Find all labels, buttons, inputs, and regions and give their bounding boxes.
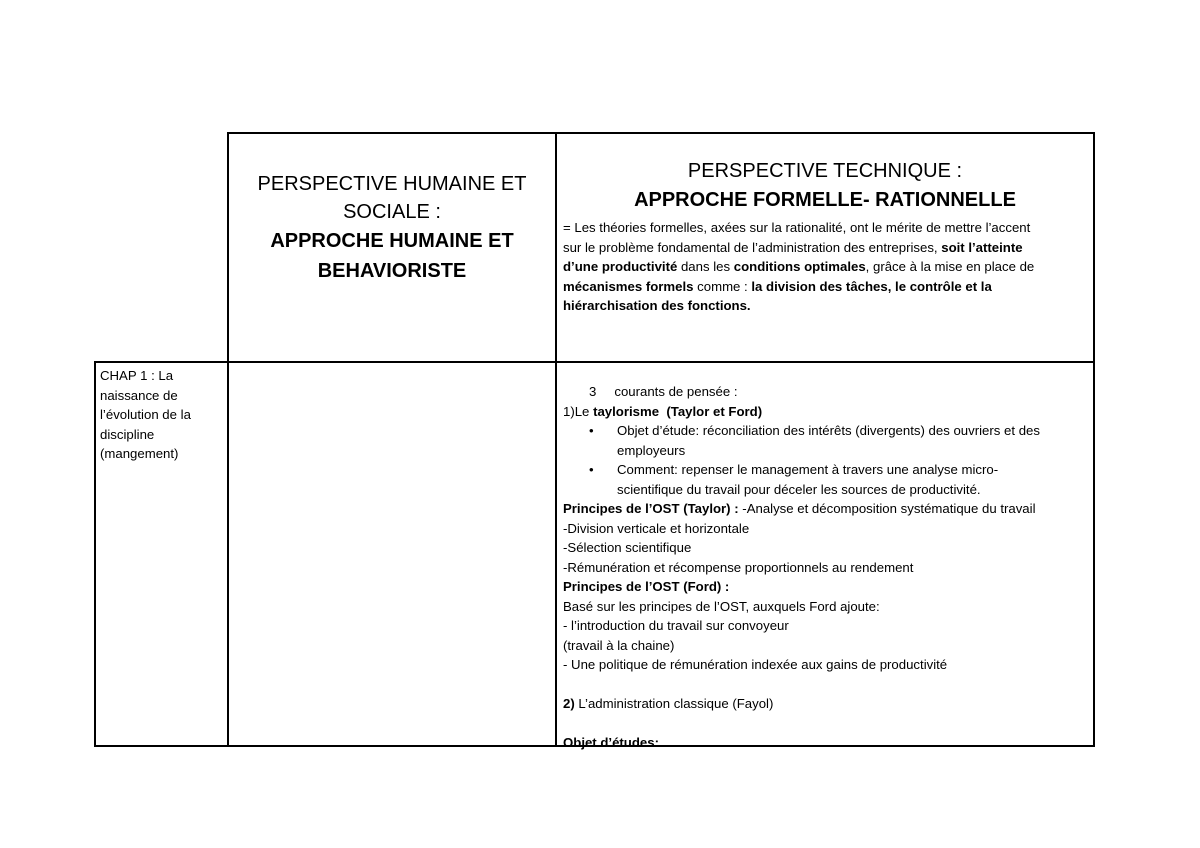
- desc-line-2: [563, 238, 1093, 258]
- principle-1: -Division verticale et horizontale: [563, 520, 750, 536]
- ost-taylor-rest: -Analyse et décomposition systématique du travail: [742, 501, 1036, 516]
- admin-classique-heading: [563, 694, 1091, 714]
- desc-line-3-bold-a: d’une productivité: [563, 259, 678, 274]
- desc-line-3-bold-b: conditions optimales: [733, 259, 866, 274]
- header-technical-description: [557, 218, 1093, 316]
- ost-taylor-bold: Principes de l’OST (Taylor) :: [563, 501, 739, 516]
- header-human-bold2: BEHAVIORISTE: [317, 260, 467, 282]
- bullet-dot-icon: •: [589, 462, 594, 477]
- currents-label: courants de pensée :: [614, 384, 738, 399]
- table-border-top: [227, 132, 1095, 134]
- currents-number: 3: [589, 384, 597, 399]
- chapter-line-2: naissance de: [100, 387, 178, 403]
- ford-line-4: - Une politique de rémunération indexée aux gains de productivité: [563, 657, 948, 672]
- header-technical-bold-title: APPROCHE FORMELLE- RATIONNELLE: [634, 189, 1016, 211]
- human-content-cell: [229, 363, 555, 745]
- desc-line-4: [563, 277, 1093, 297]
- taylorism-prefix: 1)Le: [563, 403, 590, 419]
- desc-line-4-mid: comme :: [697, 278, 748, 294]
- chapter-cell: [100, 366, 225, 464]
- table-border-left: [94, 361, 96, 747]
- header-technical-perspective: [557, 156, 1093, 316]
- ost-ford-bold: Principes de l’OST (Ford) :: [563, 579, 730, 594]
- bullet-comment-line2: scientifique du travail pour déceler les sources de productivité.: [617, 481, 981, 497]
- chapter-line-4: discipline: [100, 426, 155, 442]
- header-human-perspective: [229, 170, 555, 286]
- desc-line-5-bold: hiérarchisation des fonctions.: [563, 298, 751, 313]
- bullet-objet-line2: employeurs: [617, 442, 686, 458]
- desc-line-1: = Les théories formelles, axées sur la rationalité, ont le mérite de mettre l’accent: [563, 220, 1031, 235]
- desc-line-4-bold: mécanismes formels: [563, 278, 694, 294]
- chapter-line-3: l’évolution de la: [100, 407, 191, 422]
- desc-line-2-text: sur le problème fondamental de l’administration des entreprises,: [563, 239, 938, 255]
- ford-line-3: (travail à la chaine): [563, 637, 675, 653]
- ford-line-2: - l’introduction du travail sur convoyeur: [563, 618, 789, 633]
- bullet-comment: [563, 460, 1091, 499]
- admin-text: L’administration classique (Fayol): [578, 696, 774, 711]
- bullet-objet: [563, 421, 1091, 460]
- bullet-objet-line1: Objet d’étude: réconciliation des intérêts (divergents) des ouvriers et des: [617, 423, 1040, 438]
- desc-line-4-bold-b: la division des tâches, le contrôle et la: [751, 278, 992, 294]
- header-human-line1: PERSPECTIVE HUMAINE ET: [257, 173, 527, 195]
- desc-line-3: [563, 257, 1093, 277]
- ford-line-1: Basé sur les principes de l’OST, auxquels Ford ajoute:: [563, 598, 880, 614]
- taylorism-heading: [563, 402, 1091, 422]
- taylorism-bold: taylorisme (Taylor et Ford): [593, 403, 763, 419]
- objet-etudes-heading: [563, 733, 1091, 753]
- chapter-line-5: (mangement): [100, 446, 179, 461]
- desc-line-2-bold: soit l’atteinte: [941, 239, 1023, 255]
- currents-line: [563, 382, 1091, 402]
- ost-taylor-line: [563, 499, 1091, 519]
- header-human-bold1: APPROCHE HUMAINE ET: [270, 230, 514, 252]
- bullet-comment-line1: Comment: repenser le management à travers une analyse micro-: [617, 462, 999, 477]
- desc-line-3-mid: dans les: [680, 259, 731, 274]
- header-human-line2: SOCIALE :: [343, 201, 441, 223]
- bullet-dot-icon: •: [589, 423, 594, 438]
- header-technical-title: PERSPECTIVE TECHNIQUE :: [687, 160, 963, 182]
- technical-content-cell: [563, 382, 1091, 753]
- principle-3: -Rémunération et récompense proportionnels au rendement: [563, 559, 914, 575]
- chapter-line-1: CHAP 1 : La: [100, 368, 174, 383]
- principle-2: -Sélection scientifique: [563, 540, 692, 555]
- objet-etudes-bold: Objet d’études:: [563, 735, 659, 750]
- table-border-right: [1093, 132, 1095, 747]
- admin-number: 2): [563, 696, 575, 711]
- desc-line-5: [563, 296, 1093, 316]
- ost-ford-heading: [563, 577, 1091, 597]
- desc-line-3-end: , grâce à la mise en place de: [865, 259, 1035, 274]
